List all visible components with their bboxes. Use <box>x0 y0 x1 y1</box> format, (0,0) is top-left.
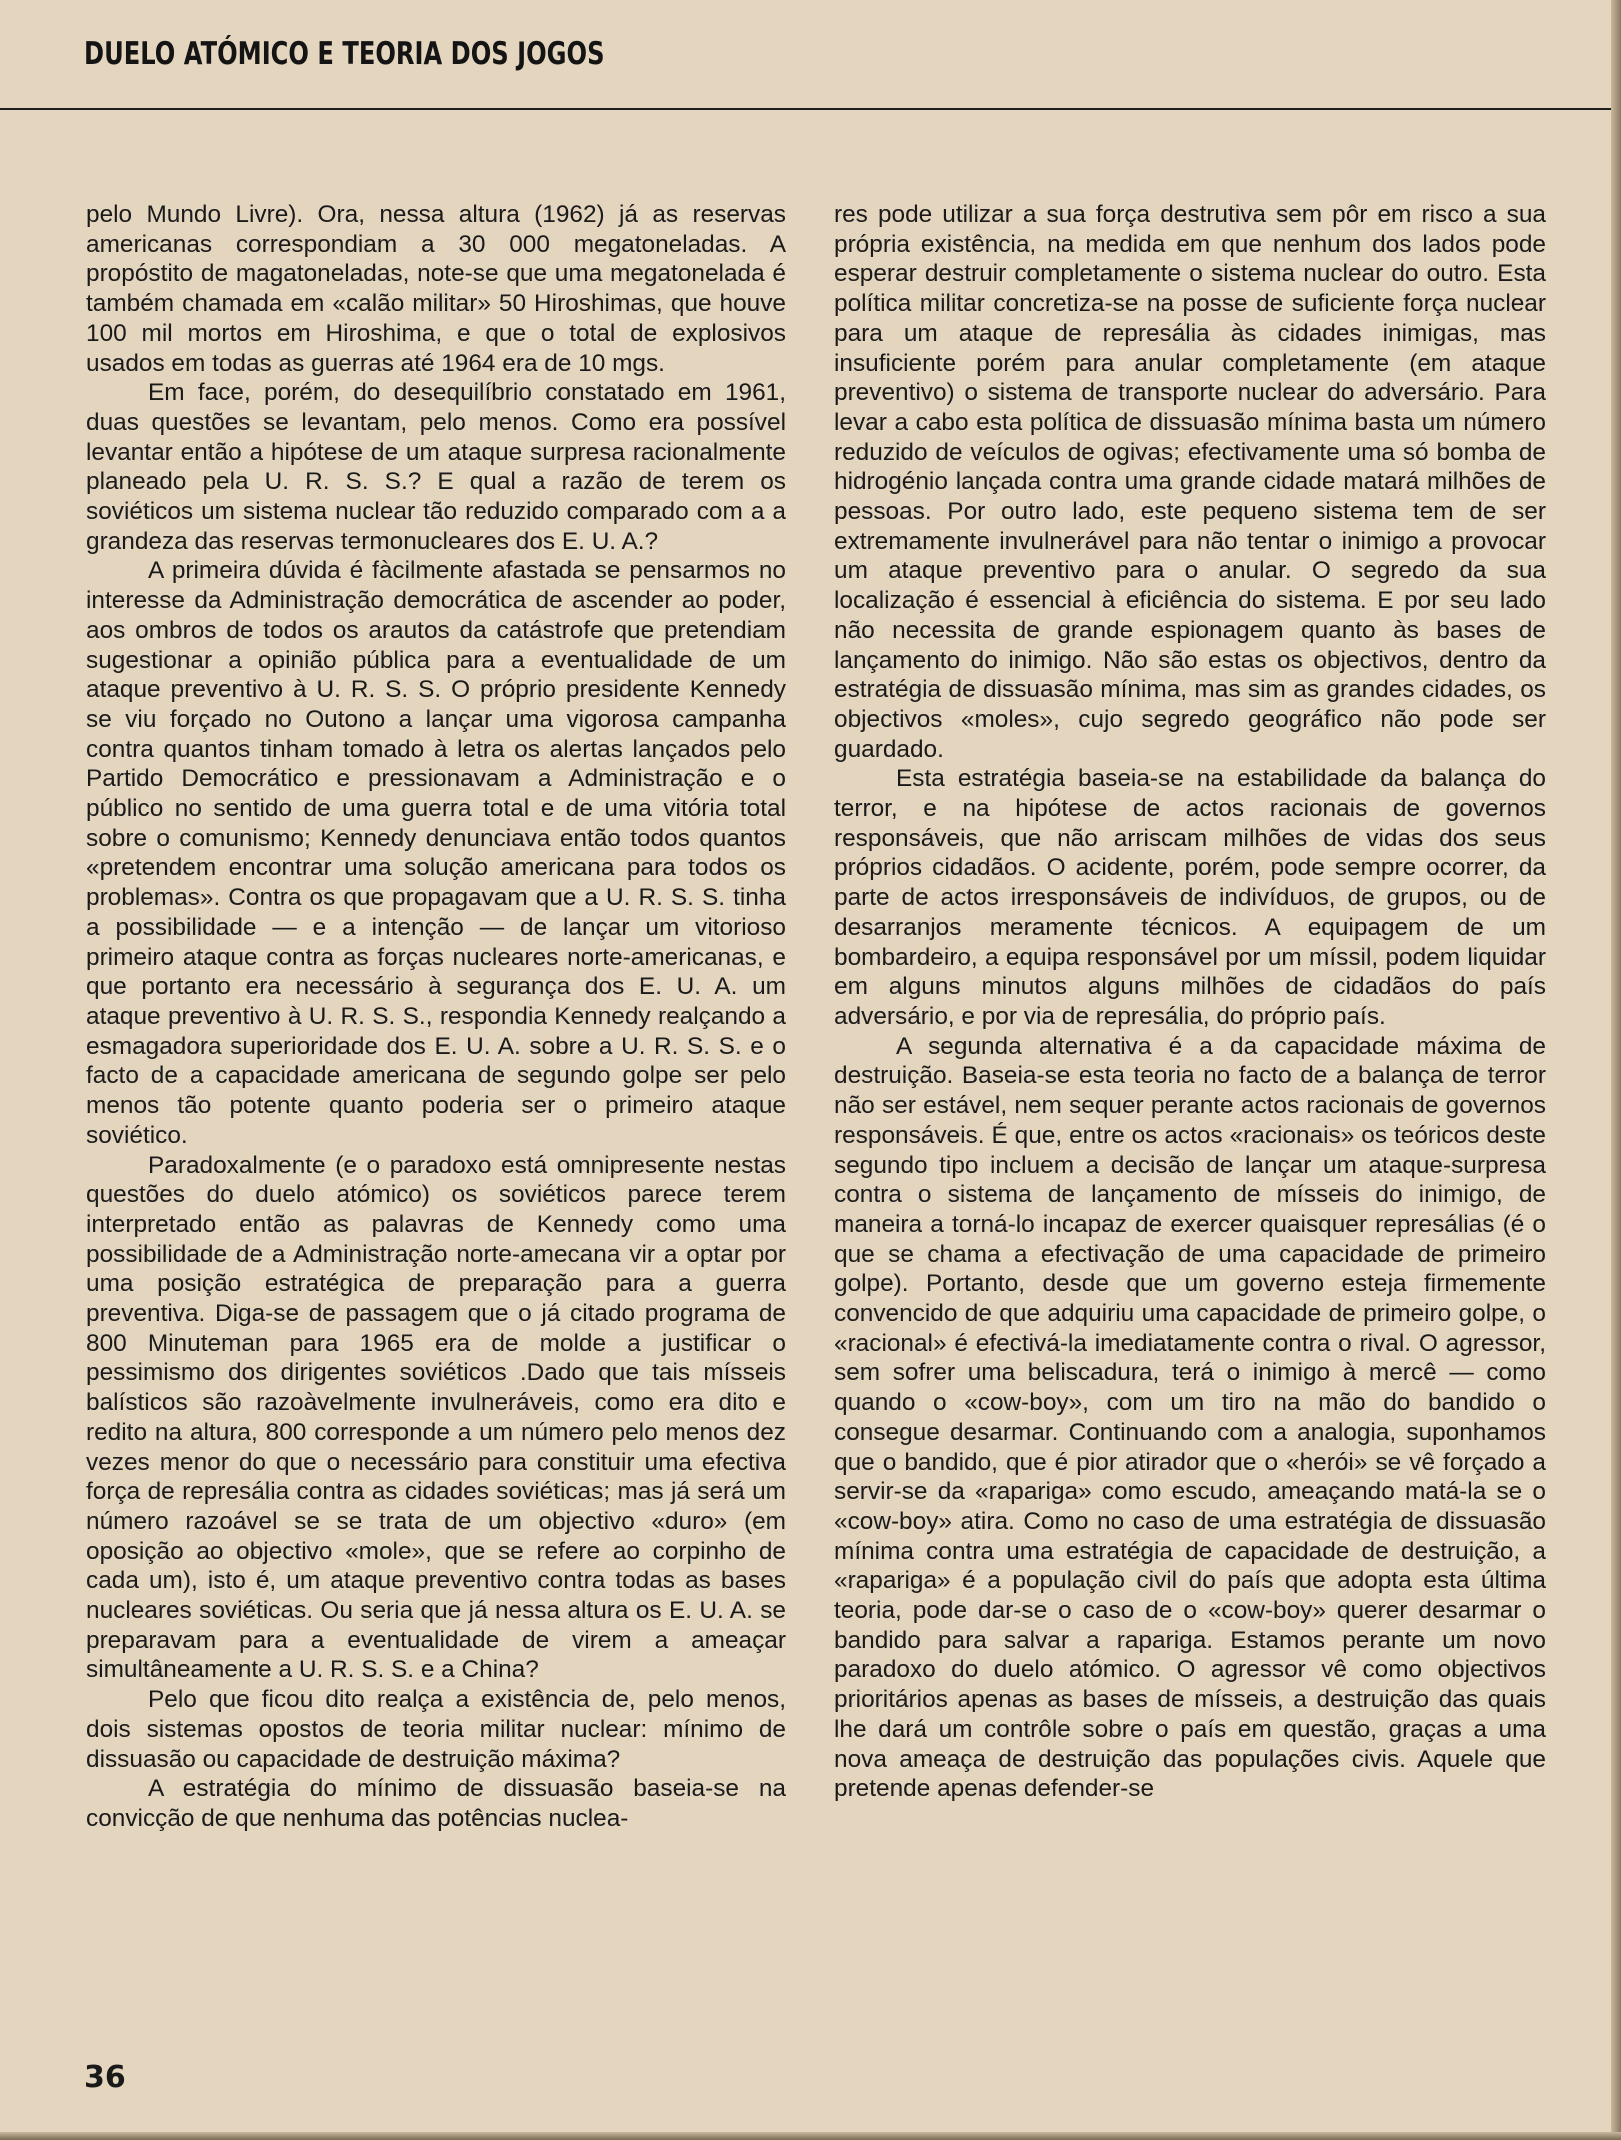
left-paragraph-1: pelo Mundo Livre). Ora, nessa altura (1962) já as reservas americanas correspondiam a 30 000 megatoneladas. A propóstito de magatoneladas, note-se que uma megatonelada é também chamada em «calão militar» 50 Hiroshimas, que houve 100 mil mortos em Hiroshima, e que o total de explosivos usados em todas as guerras até 1964 era de 10 mgs. <box>86 201 786 377</box>
page-edge-bottom <box>0 2132 1621 2140</box>
left-paragraph-4: Paradoxalmente (e o paradoxo está omnipresente nestas questões do duelo atómico) os soviéticos parece terem interpretado então as palavras de Kennedy como uma possibilidade de a Administração norte-amecana vir a optar por uma posição estratégica de preparação para a guerra preventiva. Diga-se de passagem que o já citado programa de 800 Minuteman para 1965 era de molde a justificar o pessimismo dos dirigentes soviéticos .Dado que tais mísseis balísticos são razoàvelmente invulneráveis, como era dito e redito na altura, 800 corresponde a um número pelo menos dez vezes menor do que o necessário para constituir uma efectiva força de represália contra as cidades soviéticas; mas já será um número razoável se se trata de um objectivo «duro» (em oposição ao objectivo «mole», que se refere ao corpinho de cada um), isto é, um ataque preventivo contra todas as bases nucleares soviéticas. Ou seria que já nessa altura os E. U. A. se preparavam para a eventualidade de virem a ameaçar simultâneamente a U. R. S. S. e a China? <box>86 1151 786 1684</box>
header-rule <box>0 108 1621 110</box>
page-number: 36 <box>84 2060 126 2095</box>
running-header: DUELO ATÓMICO E TEORIA DOS JOGOS <box>84 36 605 72</box>
left-paragraph-6: A estratégia do mínimo de dissuasão baseia-se na convicção de que nenhuma das potências nuclea- <box>86 1775 786 1832</box>
right-paragraph-2: Esta estratégia baseia-se na estabilidade da balança do terror, e na hipótese de actos racionais de governos responsáveis, que não arriscam milhões de vidas dos seus próprios cidadãos. O acidente, porém, pode sempre ocorrer, da parte de actos irresponsáveis de indivíduos, de grupos, ou de desarranjos meramente técnicos. A equipagem de um bombardeiro, a equipa responsável por um míssil, podem liquidar em alguns minutos alguns milhões de cidadãos do país adversário, e por via de represália, do próprio país. <box>834 765 1546 1030</box>
page-edge-right <box>1611 0 1621 2140</box>
left-column <box>86 200 786 1834</box>
right-column <box>834 200 1546 1804</box>
right-paragraph-3: A segunda alternativa é a da capacidade máxima de destruição. Baseia-se esta teoria no facto de a balança de terror não ser estável, nem sequer perante actos racionais de governos responsáveis. É que, entre os actos «racionais» os teóricos deste segundo tipo incluem a decisão de lançar um ataque-surpresa contra o sistema de lançamento de mísseis do inimigo, de maneira a torná-lo incapaz de exercer quaisquer represálias (é o que se chama a efectivação de uma capacidade de primeiro golpe). Portanto, desde que um governo esteja firmemente convencido de que adquiriu uma capacidade de primeiro golpe, o «racional» é efectivá-la imediatamente contra o rival. O agressor, sem sofrer uma beliscadura, terá o inimigo à mercê — como quando o «cow-boy», com um tiro na mão do bandido o consegue desarmar. Continuando com a analogia, suponhamos que o bandido, que é pior atirador que o «herói» se vê forçado a servir-se da «rapariga» como escudo, ameaçando matá-la se o «cow-boy» atira. Como no caso de uma estratégia de dissuasão mínima contra uma estratégia de capacidade de destruição, a «rapariga» é a população civil do país que adopta esta última teoria, pode dar-se o caso de o «cow-boy» querer desarmar o bandido para salvar a rapariga. Estamos perante um novo paradoxo do duelo atómico. O agressor vê como objectivos prioritários apenas as bases de mísseis, a destruição das quais lhe dará um contrôle sobre o país em questão, graças a uma nova ameaça de destruição das populações civis. Aquele que pretende apenas defender-se <box>834 1032 1546 1803</box>
right-paragraph-1: res pode utilizar a sua força destrutiva sem pôr em risco a sua própria existência, na medida em que nenhum dos lados pode esperar destruir completamente o sistema nuclear do outro. Esta política militar concretiza-se na posse de suficiente força nuclear para um ataque de represália às cidades inimigas, mas insuficiente porém para anular completamente (em ataque preventivo) o sistema de transporte nuclear do adversário. Para levar a cabo esta política de dissuasão mínima basta um número reduzido de veículos de ogivas; efectivamente uma só bomba de hidrogénio lançada contra uma grande cidade matará milhões de pessoas. Por outro lado, este pequeno sistema tem de ser extremamente invulnerável para não tentar o inimigo a provocar um ataque preventivo para o anular. O segredo da sua localização é essencial à eficiência do sistema. E por seu lado não necessita de grande espionagem quanto às bases de lançamento do inimigo. Não são estas os objectivos, dentro da estratégia de dissuasão mínima, mas sim as grandes cidades, os objectivos «moles», cujo segredo geográfico não pode ser guardado. <box>834 201 1546 763</box>
left-paragraph-3: A primeira dúvida é fàcilmente afastada se pensarmos no interesse da Administração democrática de ascender ao poder, aos ombros de todos os arautos da catástrofe que pretendiam sugestionar a opinião pública para a eventualidade de um ataque preventivo à U. R. S. S. O próprio presidente Kennedy se viu forçado no Outono a lançar uma vigorosa campanha contra quantos tinham tomado à letra os alertas lançados pelo Partido Democrático e pressionavam a Administração e o público no sentido de uma guerra total e de uma vitória total sobre o comunismo; Kennedy denunciava então todos quantos «pretendem encontrar uma solução americana para todos os problemas». Contra os que propagavam que a U. R. S. S. tinha a possibilidade — e a intenção — de lançar um vitorioso primeiro ataque contra as forças nucleares norte-americanas, e que portanto era necessário à segurança dos E. U. A. um ataque preventivo à U. R. S. S., respondia Kennedy realçando a esmagadora superioridade dos E. U. A. sobre a U. R. S. S. e o facto de a capacidade americana de segundo golpe ser pelo menos tão potente quanto poderia ser o primeiro ataque soviético. <box>86 557 786 1149</box>
left-paragraph-5: Pelo que ficou dito realça a existência de, pelo menos, dois sistemas opostos de teoria militar nuclear: mínimo de dissuasão ou capacidade de destruição máxima? <box>86 1686 786 1773</box>
left-paragraph-2: Em face, porém, do desequilíbrio constatado em 1961, duas questões se levantam, pelo menos. Como era possível levantar então a hipótese de um ataque surpresa racionalmente planeado pela U. R. S. S.? E qual a razão de terem os soviéticos um sistema nuclear tão reduzido comparado com a a grandeza das reservas termonucleares dos E. U. A.? <box>86 379 786 555</box>
